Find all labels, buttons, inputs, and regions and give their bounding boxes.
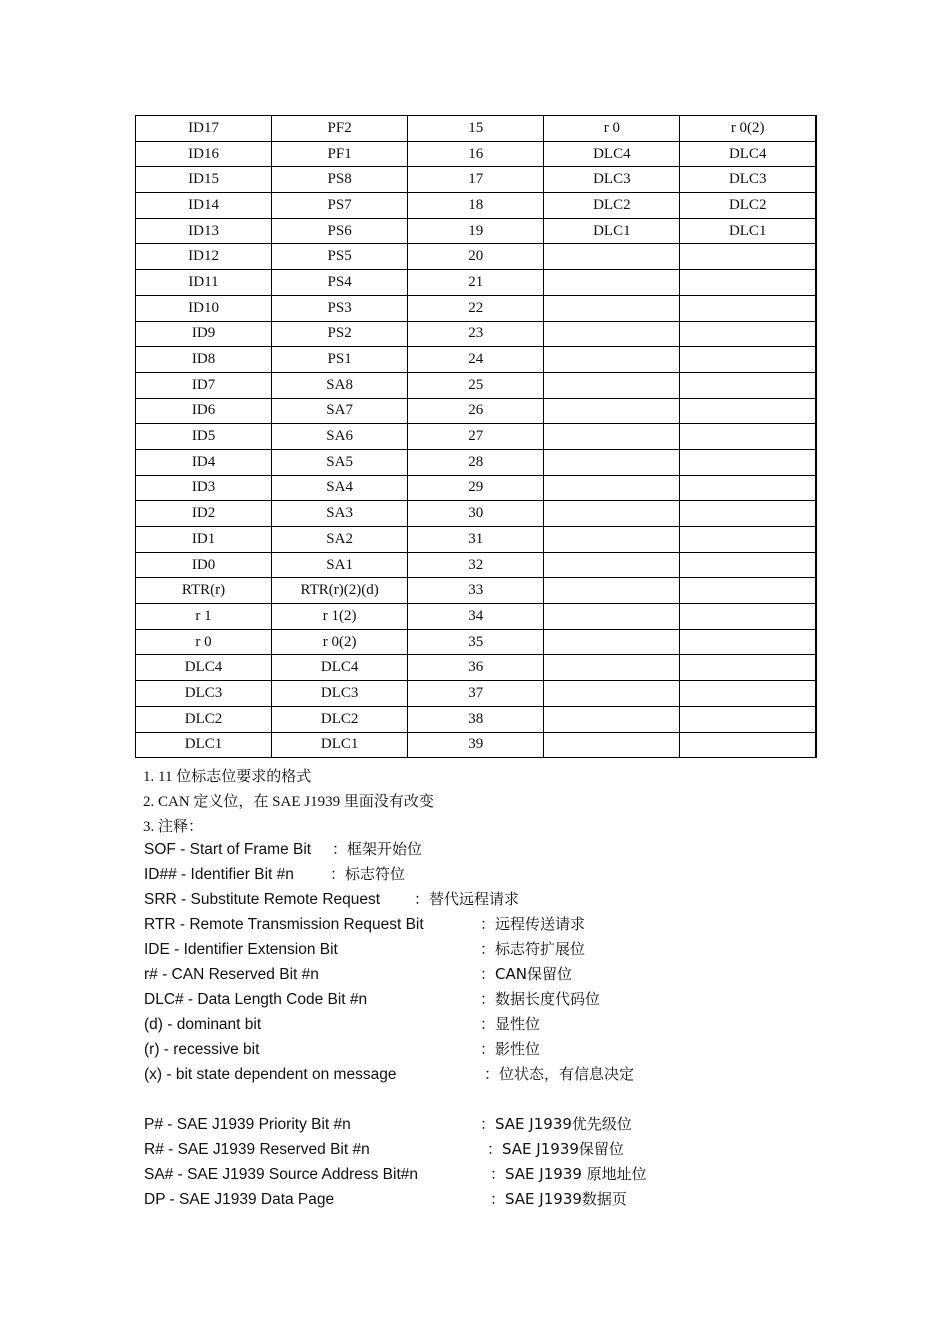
table-cell [680, 295, 816, 321]
table-cell: ID4 [136, 449, 272, 475]
table-row [136, 193, 817, 219]
legend-description: ：SAE J1939优先级位 [480, 1115, 632, 1133]
table-cell: r 0 [136, 629, 272, 655]
table-cell: ID2 [136, 501, 272, 527]
table-cell: SA1 [272, 552, 408, 578]
legend-description: ：SAE J1939数据页 [490, 1190, 627, 1208]
table-cell [680, 578, 816, 604]
table-cell: ID0 [136, 552, 272, 578]
table-cell: 15 [408, 116, 544, 142]
table-cell: 33 [408, 578, 544, 604]
table-cell: 23 [408, 321, 544, 347]
table-cell: r 0 [544, 116, 680, 142]
table-row [136, 552, 817, 578]
table-row [136, 501, 817, 527]
legend-row [144, 1037, 864, 1062]
table-cell: 19 [408, 218, 544, 244]
table-cell: DLC3 [272, 681, 408, 707]
table-cell: 17 [408, 167, 544, 193]
table-cell [544, 424, 680, 450]
table-row [136, 398, 817, 424]
table-cell: ID8 [136, 347, 272, 373]
note-item: 1. 11 位标志位要求的格式 [143, 769, 312, 785]
table-cell: DLC4 [680, 141, 816, 167]
table-cell: 32 [408, 552, 544, 578]
table-cell [680, 629, 816, 655]
table-cell: PS6 [272, 218, 408, 244]
table-cell [680, 424, 816, 450]
abbreviation-legend [144, 837, 864, 1212]
table-cell: DLC2 [544, 193, 680, 219]
table-cell: DLC4 [136, 655, 272, 681]
table-cell: ID12 [136, 244, 272, 270]
bit-mapping-table-container [135, 115, 817, 758]
table-cell: DLC1 [136, 732, 272, 758]
table-row [136, 424, 817, 450]
table-cell: PS1 [272, 347, 408, 373]
table-cell [544, 501, 680, 527]
table-cell: SA2 [272, 527, 408, 553]
table-cell [544, 552, 680, 578]
table-cell: r 1 [136, 604, 272, 630]
table-cell [544, 681, 680, 707]
table-cell: 25 [408, 372, 544, 398]
table-cell: ID9 [136, 321, 272, 347]
table-cell: 22 [408, 295, 544, 321]
legend-description: ：替代远程请求 [414, 890, 520, 908]
table-cell: ID15 [136, 167, 272, 193]
legend-row [144, 1137, 864, 1162]
legend-term: ID## - Identifier Bit #n [144, 866, 294, 883]
table-cell: PS7 [272, 193, 408, 219]
legend-row [144, 1187, 864, 1212]
legend-description: ：影性位 [480, 1040, 541, 1058]
table-cell: r 0(2) [272, 629, 408, 655]
table-cell: ID11 [136, 270, 272, 296]
table-cell: 21 [408, 270, 544, 296]
table-cell: 24 [408, 347, 544, 373]
table-cell: DLC3 [136, 681, 272, 707]
table-cell [544, 398, 680, 424]
table-cell: ID13 [136, 218, 272, 244]
table-cell: DLC1 [680, 218, 816, 244]
table-cell: PF2 [272, 116, 408, 142]
table-cell: DLC4 [272, 655, 408, 681]
table-cell: PS5 [272, 244, 408, 270]
legend-description: ：SAE J1939 原地址位 [490, 1165, 647, 1183]
table-row [136, 578, 817, 604]
table-row [136, 706, 817, 732]
legend-description: ：数据长度代码位 [480, 990, 601, 1008]
table-cell: r 0(2) [680, 116, 816, 142]
legend-description: ：标志符扩展位 [480, 940, 586, 958]
table-cell [544, 706, 680, 732]
table-cell [544, 244, 680, 270]
table-row [136, 167, 817, 193]
legend-term: (d) - dominant bit [144, 1016, 262, 1033]
legend-term: R# - SAE J1939 Reserved Bit #n [144, 1141, 370, 1158]
legend-row [144, 837, 864, 862]
table-cell: ID1 [136, 527, 272, 553]
legend-term: SOF - Start of Frame Bit [144, 841, 312, 858]
table-cell [544, 347, 680, 373]
table-row [136, 141, 817, 167]
table-row [136, 347, 817, 373]
table-cell: SA7 [272, 398, 408, 424]
legend-row [144, 1112, 864, 1137]
legend-row [144, 1062, 864, 1087]
legend-term: RTR - Remote Transmission Request Bit [144, 916, 424, 933]
legend-term: SRR - Substitute Remote Request [144, 891, 381, 908]
legend-term: r# - CAN Reserved Bit #n [144, 966, 319, 983]
table-row [136, 527, 817, 553]
table-row [136, 732, 817, 758]
table-cell [680, 527, 816, 553]
table-cell: 27 [408, 424, 544, 450]
table-row [136, 116, 817, 142]
table-cell: 16 [408, 141, 544, 167]
table-row [136, 655, 817, 681]
table-cell [680, 270, 816, 296]
table-cell: 30 [408, 501, 544, 527]
table-cell: RTR(r) [136, 578, 272, 604]
table-cell [680, 347, 816, 373]
table-cell [680, 552, 816, 578]
table-cell: r 1(2) [272, 604, 408, 630]
table-row [136, 270, 817, 296]
table-cell [680, 244, 816, 270]
legend-row [144, 962, 864, 987]
notes-list [143, 765, 863, 840]
table-row [136, 372, 817, 398]
legend-description: ：显性位 [480, 1015, 541, 1033]
legend-term: IDE - Identifier Extension Bit [144, 941, 338, 958]
table-cell [680, 372, 816, 398]
legend-row [144, 862, 864, 887]
table-cell: SA6 [272, 424, 408, 450]
legend-term: DLC# - Data Length Code Bit #n [144, 991, 368, 1008]
table-cell: 34 [408, 604, 544, 630]
table-cell [544, 604, 680, 630]
legend-term: P# - SAE J1939 Priority Bit #n [144, 1116, 351, 1133]
table-cell [544, 372, 680, 398]
table-cell [680, 475, 816, 501]
legend-row [144, 887, 864, 912]
legend-row [144, 1162, 864, 1187]
table-cell [544, 629, 680, 655]
table-cell: 35 [408, 629, 544, 655]
legend-description: ：框架开始位 [332, 840, 423, 858]
table-cell: DLC2 [272, 706, 408, 732]
legend-description: ：SAE J1939保留位 [487, 1140, 624, 1158]
table-cell [680, 655, 816, 681]
legend-description: ：位状态，有信息决定 [484, 1065, 635, 1083]
table-cell [544, 321, 680, 347]
table-cell: PS3 [272, 295, 408, 321]
table-cell: 38 [408, 706, 544, 732]
legend-term: SA# - SAE J1939 Source Address Bit#n [144, 1166, 418, 1183]
table-row [136, 218, 817, 244]
table-cell: DLC3 [544, 167, 680, 193]
legend-term: DP - SAE J1939 Data Page [144, 1191, 335, 1208]
table-cell [544, 578, 680, 604]
table-cell: 18 [408, 193, 544, 219]
table-cell: SA4 [272, 475, 408, 501]
legend-description: ：标志符位 [330, 865, 406, 883]
table-cell [544, 475, 680, 501]
table-cell: PS2 [272, 321, 408, 347]
table-cell: PF1 [272, 141, 408, 167]
legend-row [144, 987, 864, 1012]
table-cell [544, 655, 680, 681]
table-cell: DLC2 [680, 193, 816, 219]
table-cell [544, 449, 680, 475]
table-cell: DLC1 [272, 732, 408, 758]
legend-row [144, 912, 864, 937]
table-cell [544, 732, 680, 758]
table-cell: DLC1 [544, 218, 680, 244]
table-cell [680, 706, 816, 732]
table-cell: 36 [408, 655, 544, 681]
table-cell: RTR(r)(2)(d) [272, 578, 408, 604]
table-cell: PS8 [272, 167, 408, 193]
table-cell: ID3 [136, 475, 272, 501]
table-cell: 37 [408, 681, 544, 707]
table-row [136, 295, 817, 321]
table-cell [680, 604, 816, 630]
table-cell [680, 501, 816, 527]
legend-term: (r) - recessive bit [144, 1041, 260, 1058]
table-cell [544, 295, 680, 321]
table-cell: ID17 [136, 116, 272, 142]
table-cell: ID7 [136, 372, 272, 398]
table-cell: SA5 [272, 449, 408, 475]
table-cell: DLC3 [680, 167, 816, 193]
table-cell [680, 449, 816, 475]
legend-description: ：CAN保留位 [480, 965, 572, 983]
table-cell: ID5 [136, 424, 272, 450]
table-cell: DLC4 [544, 141, 680, 167]
table-cell: ID16 [136, 141, 272, 167]
table-cell: SA8 [272, 372, 408, 398]
table-row [136, 449, 817, 475]
table-cell: 39 [408, 732, 544, 758]
table-cell: 20 [408, 244, 544, 270]
table-cell [680, 681, 816, 707]
table-cell [680, 398, 816, 424]
table-cell: 28 [408, 449, 544, 475]
legend-row [144, 1012, 864, 1037]
note-item: 2. CAN 定义位，在 SAE J1939 里面没有改变 [143, 794, 434, 810]
table-row [136, 629, 817, 655]
table-body [136, 116, 817, 758]
table-cell: 31 [408, 527, 544, 553]
table-cell: ID6 [136, 398, 272, 424]
table-cell [680, 321, 816, 347]
legend-row [144, 937, 864, 962]
table-cell: ID14 [136, 193, 272, 219]
note-item: 3. 注释： [143, 819, 204, 835]
table-cell: DLC2 [136, 706, 272, 732]
table-cell [680, 732, 816, 758]
legend-term: (x) - bit state dependent on message [144, 1066, 397, 1083]
table-cell [544, 527, 680, 553]
table-cell: ID10 [136, 295, 272, 321]
table-cell: PS4 [272, 270, 408, 296]
table-row [136, 681, 817, 707]
table-row [136, 244, 817, 270]
table-cell: 29 [408, 475, 544, 501]
table-row [136, 475, 817, 501]
bit-mapping-table [135, 115, 817, 758]
table-cell [544, 270, 680, 296]
table-row [136, 321, 817, 347]
legend-description: ：远程传送请求 [480, 915, 586, 933]
table-cell: 26 [408, 398, 544, 424]
legend-spacer [144, 1087, 864, 1112]
table-row [136, 604, 817, 630]
table-cell: SA3 [272, 501, 408, 527]
